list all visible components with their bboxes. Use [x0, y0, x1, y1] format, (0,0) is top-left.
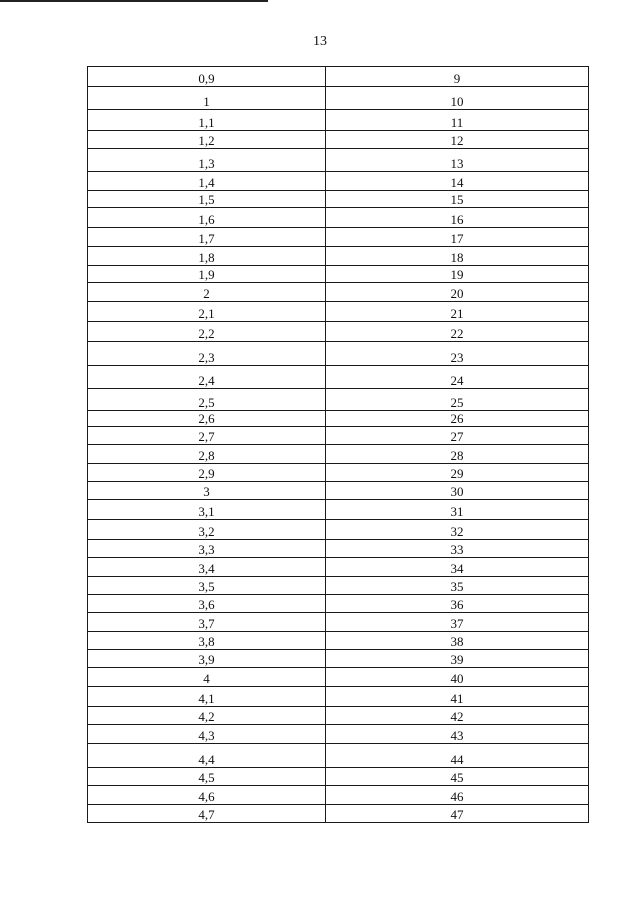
table-row — [88, 411, 589, 427]
cell-right-value: 30 — [326, 482, 589, 500]
cell-right-value: 16 — [326, 208, 589, 228]
cell-right-value: 42 — [326, 707, 589, 725]
cell-left-value: 2,4 — [88, 366, 326, 389]
cell-right-value: 15 — [326, 191, 589, 208]
table-row — [88, 650, 589, 668]
table-row — [88, 786, 589, 805]
cell-right-value: 20 — [326, 283, 589, 302]
table-row — [88, 540, 589, 558]
table-row — [88, 464, 589, 482]
table-row — [88, 302, 589, 322]
cell-left-value: 3,8 — [88, 632, 326, 650]
table-row — [88, 149, 589, 172]
table-row — [88, 172, 589, 191]
cell-left-value: 2,8 — [88, 445, 326, 464]
cell-right-value: 37 — [326, 613, 589, 632]
table-row — [88, 87, 589, 110]
cell-right-value: 18 — [326, 247, 589, 266]
cell-left-value: 3,5 — [88, 577, 326, 595]
cell-right-value: 43 — [326, 725, 589, 744]
cell-right-value: 19 — [326, 266, 589, 283]
table-row — [88, 500, 589, 520]
table-row — [88, 283, 589, 302]
scan-edge-line — [0, 0, 268, 2]
cell-right-value: 47 — [326, 805, 589, 823]
table-row — [88, 110, 589, 131]
cell-left-value: 4,2 — [88, 707, 326, 725]
cell-right-value: 36 — [326, 595, 589, 613]
cell-right-value: 26 — [326, 411, 589, 427]
cell-left-value: 1,6 — [88, 208, 326, 228]
cell-left-value: 1,3 — [88, 149, 326, 172]
table-row — [88, 482, 589, 500]
table-row — [88, 131, 589, 149]
cell-left-value: 1,9 — [88, 266, 326, 283]
cell-right-value: 24 — [326, 366, 589, 389]
cell-left-value: 1,2 — [88, 131, 326, 149]
cell-right-value: 27 — [326, 427, 589, 445]
cell-right-value: 23 — [326, 342, 589, 366]
cell-right-value: 12 — [326, 131, 589, 149]
table-row — [88, 558, 589, 577]
cell-left-value: 2,2 — [88, 322, 326, 342]
cell-right-value: 9 — [326, 67, 589, 87]
table-row — [88, 707, 589, 725]
table-row — [88, 725, 589, 744]
cell-right-value: 13 — [326, 149, 589, 172]
table-row — [88, 595, 589, 613]
cell-left-value: 3,9 — [88, 650, 326, 668]
cell-left-value: 2,1 — [88, 302, 326, 322]
cell-right-value: 46 — [326, 786, 589, 805]
cell-left-value: 3,4 — [88, 558, 326, 577]
cell-left-value: 2,3 — [88, 342, 326, 366]
cell-right-value: 34 — [326, 558, 589, 577]
cell-left-value: 3,1 — [88, 500, 326, 520]
cell-right-value: 29 — [326, 464, 589, 482]
cell-left-value: 4,5 — [88, 768, 326, 786]
cell-right-value: 10 — [326, 87, 589, 110]
table-row — [88, 668, 589, 687]
cell-right-value: 25 — [326, 389, 589, 411]
cell-right-value: 40 — [326, 668, 589, 687]
cell-right-value: 44 — [326, 744, 589, 768]
cell-left-value: 4,6 — [88, 786, 326, 805]
table-row — [88, 805, 589, 823]
cell-right-value: 14 — [326, 172, 589, 191]
table-row — [88, 266, 589, 283]
table-row — [88, 342, 589, 366]
cell-left-value: 3 — [88, 482, 326, 500]
cell-right-value: 33 — [326, 540, 589, 558]
table-row — [88, 427, 589, 445]
cell-right-value: 39 — [326, 650, 589, 668]
cell-right-value: 22 — [326, 322, 589, 342]
cell-left-value: 1,8 — [88, 247, 326, 266]
table-row — [88, 389, 589, 411]
cell-right-value: 41 — [326, 687, 589, 707]
cell-right-value: 35 — [326, 577, 589, 595]
table-row — [88, 322, 589, 342]
cell-left-value: 4,7 — [88, 805, 326, 823]
table-body — [88, 67, 589, 823]
cell-right-value: 11 — [326, 110, 589, 131]
cell-left-value: 1,7 — [88, 228, 326, 247]
table-row — [88, 366, 589, 389]
table-row — [88, 191, 589, 208]
cell-left-value: 4 — [88, 668, 326, 687]
cell-right-value: 32 — [326, 520, 589, 540]
cell-left-value: 2,6 — [88, 411, 326, 427]
cell-right-value: 21 — [326, 302, 589, 322]
cell-left-value: 2,7 — [88, 427, 326, 445]
table-row — [88, 445, 589, 464]
table-row — [88, 577, 589, 595]
cell-right-value: 38 — [326, 632, 589, 650]
cell-left-value: 4,3 — [88, 725, 326, 744]
table-row — [88, 247, 589, 266]
cell-left-value: 3,2 — [88, 520, 326, 540]
cell-left-value: 4,1 — [88, 687, 326, 707]
table-row — [88, 520, 589, 540]
table-row — [88, 208, 589, 228]
table-row — [88, 632, 589, 650]
cell-left-value: 2,9 — [88, 464, 326, 482]
cell-right-value: 45 — [326, 768, 589, 786]
page-number: 13 — [313, 34, 327, 49]
cell-left-value: 2,5 — [88, 389, 326, 411]
cell-left-value: 3,3 — [88, 540, 326, 558]
table-row — [88, 228, 589, 247]
table-row — [88, 613, 589, 632]
cell-left-value: 3,7 — [88, 613, 326, 632]
table-row — [88, 687, 589, 707]
cell-right-value: 31 — [326, 500, 589, 520]
data-table — [87, 66, 589, 823]
table-row — [88, 744, 589, 768]
cell-left-value: 1 — [88, 87, 326, 110]
cell-left-value: 2 — [88, 283, 326, 302]
cell-left-value: 0,9 — [88, 67, 326, 87]
cell-right-value: 17 — [326, 228, 589, 247]
table-row — [88, 768, 589, 786]
cell-left-value: 1,1 — [88, 110, 326, 131]
table-row — [88, 67, 589, 87]
cell-left-value: 1,5 — [88, 191, 326, 208]
cell-left-value: 1,4 — [88, 172, 326, 191]
cell-left-value: 4,4 — [88, 744, 326, 768]
cell-right-value: 28 — [326, 445, 589, 464]
cell-left-value: 3,6 — [88, 595, 326, 613]
